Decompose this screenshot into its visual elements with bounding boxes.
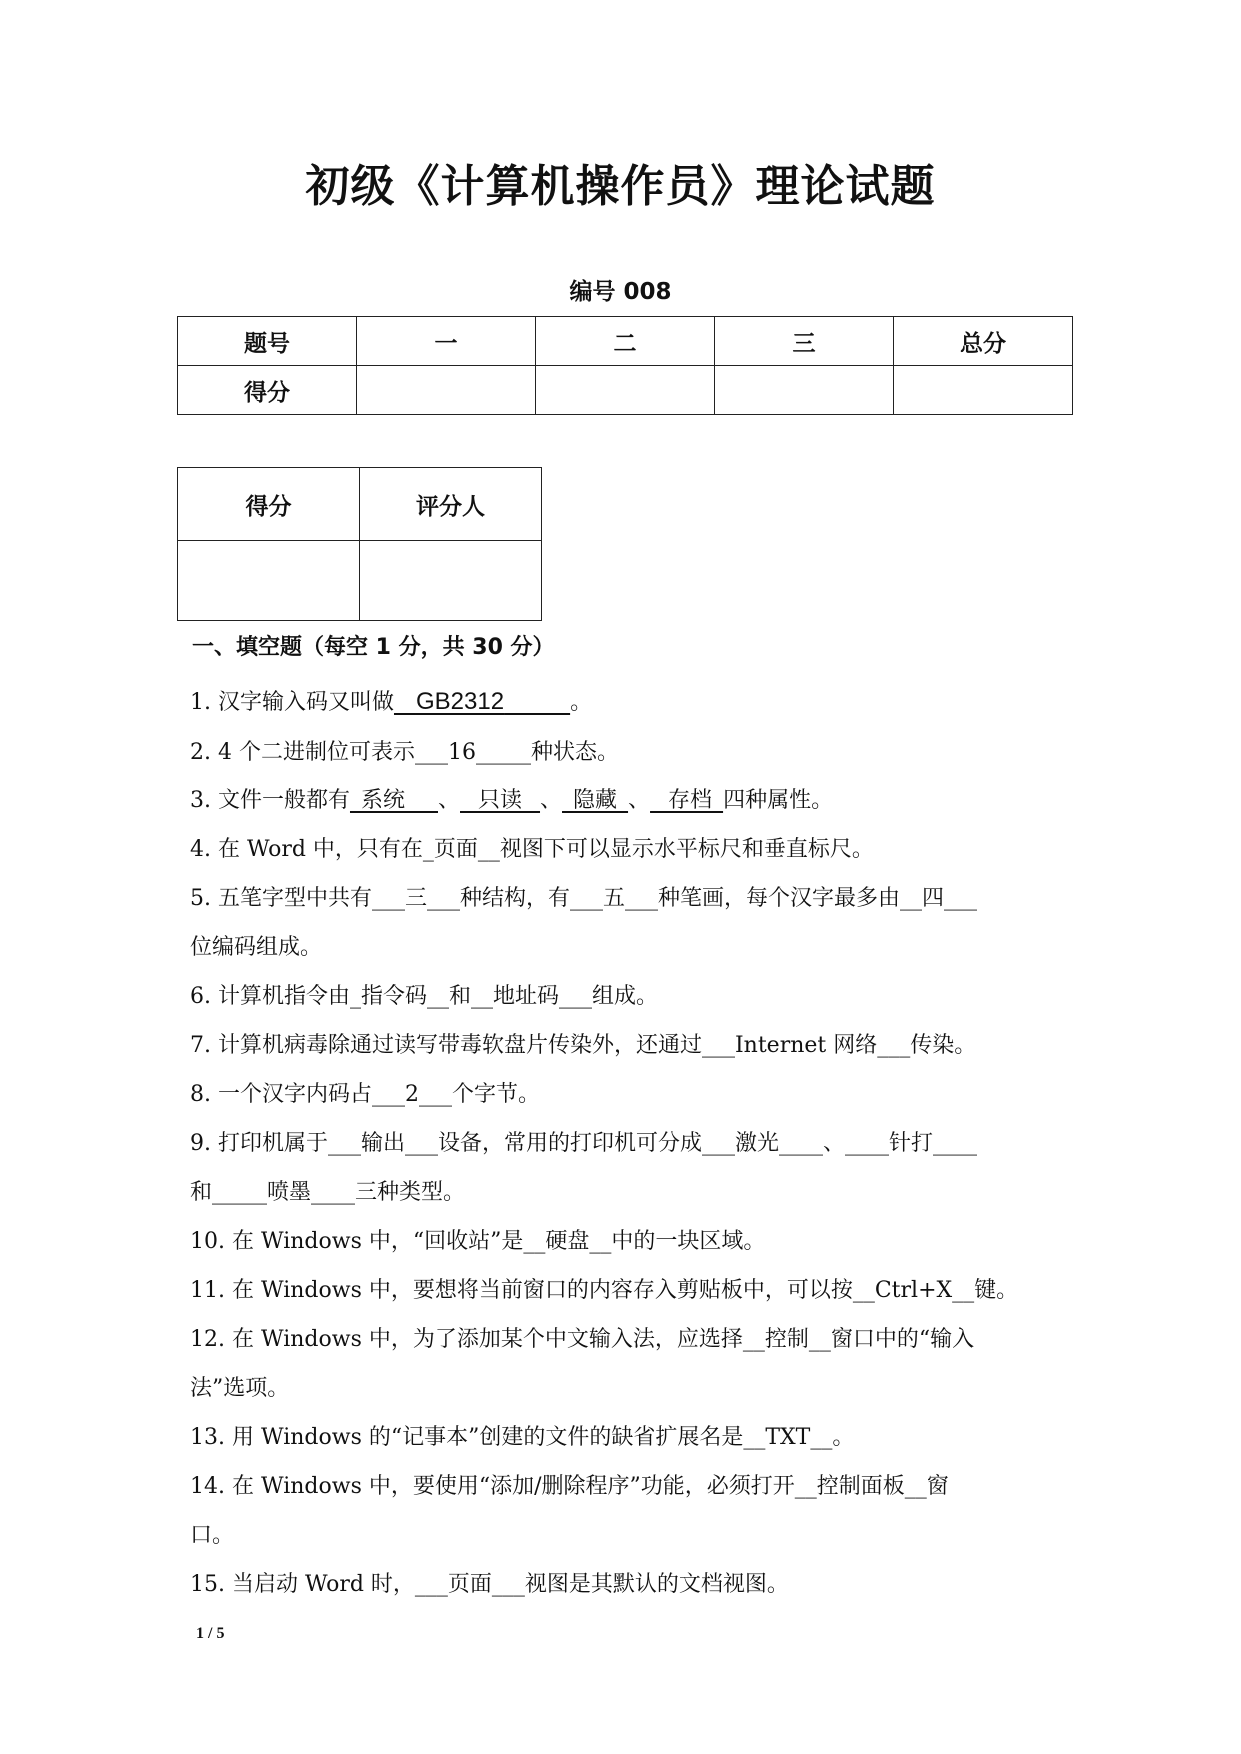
question-6: 6. 计算机指令由_指令码__和__地址码___组成。 xyxy=(190,984,658,1009)
question-14-line-1: 14. 在 Windows 中，要使用“添加/删除程序”功能，必须打开__控制面板__窗 xyxy=(190,1474,949,1499)
q3-sep: 、 xyxy=(540,788,563,813)
question-12-line-2: 法”选项。 xyxy=(190,1376,290,1401)
question-5-line-2: 位编码组成。 xyxy=(190,935,323,960)
page-number: 1 / 5 xyxy=(196,1625,225,1642)
q3-answer-1: _系统___ xyxy=(349,788,438,813)
question-13: 13. 用 Windows 的“记事本”创建的文件的缺省扩展名是__TXT__。 xyxy=(190,1425,855,1450)
q3-end: 四种属性。 xyxy=(723,788,834,813)
q3-sep: 、 xyxy=(438,788,461,813)
score-cell-empty xyxy=(894,366,1073,415)
question-9-line-1: 9. 打印机属于___输出___设备，常用的打印机可分成___激光____、____针打____ xyxy=(190,1131,977,1156)
grader-cell-empty xyxy=(360,541,542,621)
q1-end: 。 xyxy=(570,690,593,715)
score-table-header-cell: 三 xyxy=(715,317,894,366)
score-summary-table xyxy=(177,316,1073,415)
score-table-header-cell: 总分 xyxy=(894,317,1073,366)
question-8: 8. 一个汉字内码占___2___个字节。 xyxy=(190,1082,540,1107)
grader-table-score-header: 得分 xyxy=(178,468,360,541)
score-table-header-cell: 题号 xyxy=(178,317,357,366)
grader-table-grader-header: 评分人 xyxy=(360,468,542,541)
score-row-label: 得分 xyxy=(178,366,357,415)
score-table-header-row xyxy=(178,317,1073,366)
q3-text: 3. 文件一般都有 xyxy=(190,788,350,813)
question-11: 11. 在 Windows 中，要想将当前窗口的内容存入剪贴板中，可以按__Ctrl+X__键。 xyxy=(190,1278,1019,1303)
question-2: 2. 4 个二进制位可表示___16_____种状态。 xyxy=(190,740,619,765)
q3-answer-4: _ 存档_ xyxy=(650,788,724,813)
score-cell-empty xyxy=(536,366,715,415)
grader-table xyxy=(177,467,542,621)
q1-blank-lead: __ xyxy=(393,690,416,715)
score-cell-empty xyxy=(357,366,536,415)
question-1 xyxy=(190,677,1070,727)
question-5-line-1: 5. 五笔字型中共有___三___种结构，有___五___种笔画，每个汉字最多由__四___ xyxy=(190,886,977,911)
score-cell-empty xyxy=(715,366,894,415)
q3-answer-2: _ 只读 _ xyxy=(460,788,541,813)
question-10: 10. 在 Windows 中，“回收站”是__硬盘__中的一块区域。 xyxy=(190,1229,766,1254)
score-table-header-cell: 二 xyxy=(536,317,715,366)
score-table-score-row xyxy=(178,366,1073,415)
question-9-line-2: 和_____喷墨____三种类型。 xyxy=(190,1180,466,1205)
grader-cell-empty xyxy=(178,541,360,621)
q3-sep: 、 xyxy=(628,788,651,813)
question-7: 7. 计算机病毒除通过读写带毒软盘片传染外，还通过___Internet 网络___传染。 xyxy=(190,1033,977,1058)
score-table-header-cell: 一 xyxy=(357,317,536,366)
exam-serial-number: 编号 008 xyxy=(569,279,672,305)
q1-answer: GB2312 xyxy=(415,688,505,715)
question-14-line-2: 口。 xyxy=(190,1523,235,1548)
question-15: 15. 当启动 Word 时，___页面___视图是其默认的文档视图。 xyxy=(190,1572,789,1597)
q1-blank-tail: ______ xyxy=(504,690,571,715)
exam-title: 初级《计算机操作员》理论试题 xyxy=(305,161,936,212)
section-title: 一、填空题（每空 1 分，共 30 分） xyxy=(192,635,555,660)
question-12-line-1: 12. 在 Windows 中，为了添加某个中文输入法，应选择__控制__窗口中的“输入 xyxy=(190,1327,975,1352)
question-4: 4. 在 Word 中，只有在_页面__视图下可以显示水平标尺和垂直标尺。 xyxy=(190,837,874,862)
grader-table-body-row xyxy=(178,541,542,621)
question-3 xyxy=(190,776,1070,825)
q3-answer-3: _隐藏_ xyxy=(562,788,629,813)
q1-text: 1. 汉字输入码又叫做 xyxy=(190,690,394,715)
grader-table-header-row xyxy=(178,468,542,541)
